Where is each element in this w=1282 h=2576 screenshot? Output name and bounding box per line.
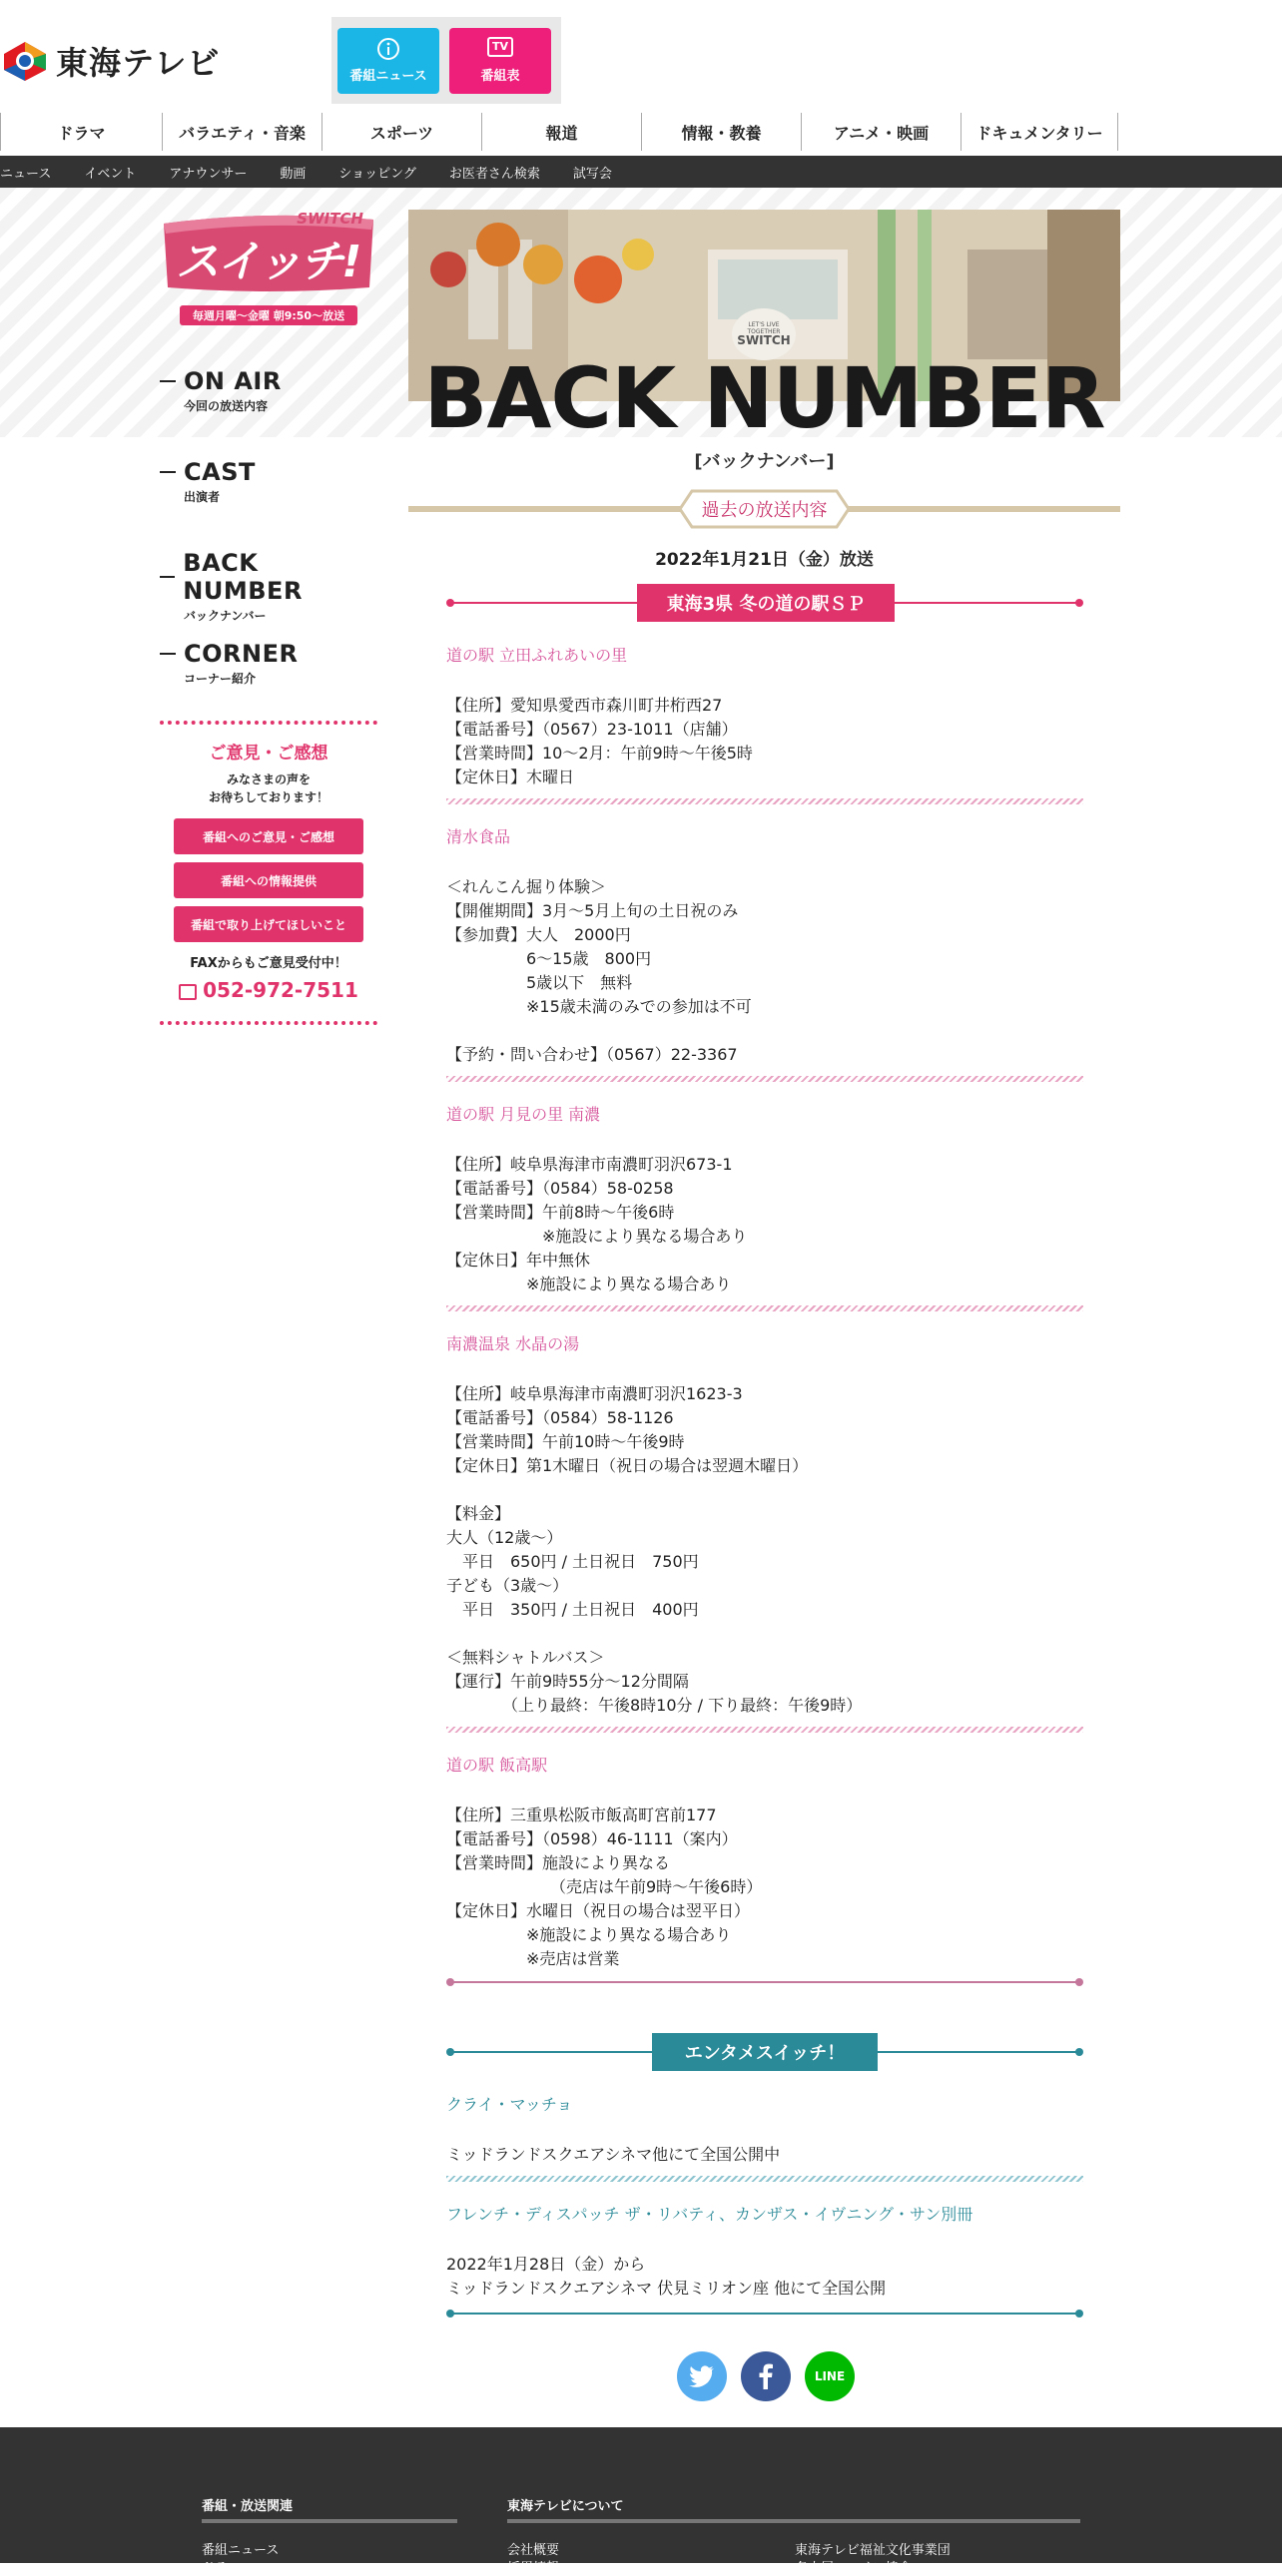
entry-line: ミッドランドスクエアシネマ他にて全国公開中 — [446, 2145, 781, 2164]
entry-line: ※施設により異なる場合あり — [446, 1275, 732, 1293]
hero-sign-top: LET'S LIVE TOGETHER — [747, 321, 781, 335]
sidebar-item-sub: 今回の放送内容 — [184, 399, 269, 413]
sidebar-item-sub: 出演者 — [184, 490, 221, 504]
program-guide-label: 番組表 — [480, 69, 520, 84]
hero-sign: SWITCH — [737, 333, 791, 347]
entry-line: 【住所】岐阜県海津市南濃町羽沢673-1 — [446, 1155, 733, 1174]
entry-line: 【住所】愛知県愛西市森川町井桁西27 — [446, 696, 723, 715]
quick-links — [331, 17, 561, 104]
sidebar-item-title: CORNER — [160, 640, 298, 668]
section-title: エンタメスイッチ！ — [652, 2033, 878, 2071]
feedback-title: ご意見・ご感想 — [209, 744, 328, 764]
sidebar-item-title: CAST — [160, 458, 256, 486]
divider-dot — [446, 599, 454, 607]
entry-line: 【営業時間】施設により異なる — [446, 1853, 671, 1872]
section-header-pink — [446, 583, 1083, 623]
facebook-share-button[interactable] — [741, 2351, 791, 2401]
divider — [446, 798, 1083, 804]
entry-suisho — [446, 1331, 1083, 1718]
sidebar-item-sub: バックナンバー — [184, 609, 267, 623]
entry-line: 【定休日】木曜日 — [446, 768, 575, 786]
entry-line: 【予約・問い合わせ】（0567）22-3367 — [446, 1045, 738, 1064]
entry-shimizu — [446, 824, 1083, 1067]
entry-line: 【定休日】第1木曜日（祝日の場合は翌週木曜日） — [446, 1456, 809, 1475]
footer-link[interactable]: 名古屋スペイン協会 — [795, 2561, 913, 2576]
section-header-teal — [446, 2032, 1083, 2072]
air-date: 2022年1月21日（金）放送 — [655, 550, 874, 570]
divider — [507, 2519, 1080, 2523]
entry-line: 【営業時間】10～2月：午前9時～午後5時 — [446, 744, 753, 763]
entry-tatsuta — [446, 643, 1083, 789]
sidebar-item-sub: コーナー紹介 — [184, 672, 257, 686]
entry-line: 【定休日】年中無休 — [446, 1251, 591, 1270]
sidebar-item-back-number[interactable] — [160, 549, 377, 624]
sidebar-item-title: BACK NUMBER — [160, 549, 377, 605]
divider — [450, 2313, 1079, 2315]
entry-line: （売店は午前9時～午後6時） — [446, 1877, 763, 1896]
sidebar-item-corner[interactable] — [160, 640, 298, 687]
entry-line: 【料金】 — [446, 1504, 511, 1523]
nav-documentary[interactable]: ドキュメンタリー — [961, 113, 1118, 151]
divider-dot — [446, 2048, 454, 2056]
divider — [446, 1305, 1083, 1311]
entertainment-french-dispatch — [446, 2202, 1083, 2301]
entry-line: 5歳以下 無料 — [446, 973, 633, 992]
entry-name[interactable]: クライ・マッチョ — [446, 2095, 573, 2114]
entry-line: 【営業時間】午前8時～午後6時 — [446, 1203, 675, 1222]
nav-drama[interactable]: ドラマ — [0, 113, 162, 151]
subnav-shopping[interactable]: ショッピング — [338, 166, 416, 182]
entry-line: 2022年1月28日（金）から — [446, 2255, 646, 2274]
divider-dot — [446, 2310, 454, 2318]
fax-number-text: 052-972-7511 — [203, 978, 358, 1002]
sidebar-item-cast[interactable] — [160, 458, 256, 505]
entry-line: 【住所】岐阜県海津市南濃町羽沢1623-3 — [446, 1384, 743, 1403]
entry-line: 平日 650円 / 土日祝日 750円 — [446, 1552, 699, 1571]
entry-line: 大人（12歳～） — [446, 1528, 563, 1547]
entry-line: 【住所】三重県松阪市飯高町宮前177 — [446, 1805, 717, 1824]
switch-logo-main: スイッチ! — [176, 237, 360, 287]
switch-program-logo[interactable] — [160, 210, 377, 327]
request-topic-button[interactable]: 番組で取り上げてほしいこと — [174, 906, 363, 942]
tokai-tv-logo[interactable] — [2, 38, 220, 84]
tv-icon: TV — [487, 37, 513, 57]
entry-name[interactable]: フレンチ・ディスパッチ ザ・リバティ、カンザス・イヴニング・サン別冊 — [446, 2205, 973, 2224]
entry-line: 【参加費】大人 2000円 — [446, 925, 631, 944]
entertainment-cry-macho — [446, 2092, 1083, 2167]
subnav-event[interactable]: イベント — [84, 166, 137, 182]
line-share-button[interactable]: LINE — [805, 2351, 855, 2401]
feedback-message — [160, 771, 377, 806]
entry-name[interactable]: 南濃温泉 水晶の湯 — [446, 1334, 580, 1353]
entry-line — [446, 1622, 1083, 1646]
entry-line: 【電話番号】（0598）46-1111（案内） — [446, 1829, 738, 1848]
switch-logo-small: SWITCH — [297, 210, 363, 228]
nav-anime-movie[interactable]: アニメ・映画 — [801, 113, 961, 151]
page-title: BACK NUMBER — [423, 349, 1105, 447]
footer-link[interactable]: 会社概要 — [507, 2543, 560, 2558]
footer-col-title: 東海テレビについて — [507, 2499, 624, 2514]
entry-iitaka — [446, 1753, 1083, 1971]
divider-dot — [1075, 2310, 1083, 2318]
fax-icon — [179, 984, 197, 1000]
divider — [450, 1981, 1079, 1983]
entry-line: ※施設により異なる場合あり — [446, 1227, 748, 1246]
entry-line — [446, 1019, 1083, 1043]
divider — [446, 1727, 1083, 1733]
past-broadcast-text: 過去の放送内容 — [701, 500, 828, 521]
footer-link[interactable]: ドラマ — [202, 2561, 242, 2576]
entry-line — [446, 1478, 1083, 1502]
subnav-news[interactable]: ニュース — [0, 166, 52, 182]
entry-line: 【電話番号】（0584）58-1126 — [446, 1408, 674, 1427]
main-navigation — [0, 113, 1282, 151]
program-news-label: 番組ニュース — [349, 69, 427, 84]
nav-info-culture[interactable]: 情報・教養 — [641, 113, 801, 151]
section-end-teal — [446, 2294, 1083, 2333]
past-broadcast-label — [408, 489, 1120, 529]
divider — [202, 2519, 457, 2523]
divider-dot — [446, 1978, 454, 1986]
entry-line: （上り最終：午後8時10分 / 下り最終：午後9時） — [446, 1696, 863, 1715]
entry-line: 【定休日】水曜日（祝日の場合は翌平日） — [446, 1901, 751, 1920]
subnav-doctor-search[interactable]: お医者さん検索 — [448, 166, 540, 182]
entry-name[interactable]: 道の駅 飯高駅 — [446, 1756, 548, 1775]
facebook-icon — [759, 2363, 773, 2389]
entry-line: 平日 350円 / 土日祝日 400円 — [446, 1600, 699, 1619]
entry-line: ＜れんこん掘り体験＞ — [446, 877, 607, 896]
program-guide-button[interactable] — [449, 28, 551, 94]
site-footer — [0, 2427, 1282, 2576]
program-news-button[interactable] — [337, 28, 439, 94]
fax-number — [160, 978, 377, 1002]
opinion-button[interactable]: 番組へのご意見・ご感想 — [174, 818, 363, 854]
feedback-message-line: みなさまの声を — [226, 773, 311, 786]
sub-navigation — [0, 156, 1282, 188]
twitter-icon — [689, 2365, 715, 2387]
footer-link[interactable]: 番組ニュース — [202, 2543, 280, 2558]
section-end-pink — [446, 1962, 1083, 2002]
entry-name[interactable]: 道の駅 立田ふれあいの里 — [446, 646, 628, 665]
entry-tsukimi — [446, 1102, 1083, 1296]
logo-mark-icon — [2, 40, 48, 82]
entry-line: 6～15歳 800円 — [446, 949, 652, 968]
subnav-preview[interactable]: 試写会 — [572, 166, 612, 182]
feedback-box — [160, 721, 377, 1025]
entry-line: ※15歳未満のみでの参加は不可 — [446, 997, 752, 1016]
fax-text: FAXからもご意見受付中！ — [190, 956, 347, 971]
entry-name[interactable]: 道の駅 月見の里 南濃 — [446, 1105, 601, 1124]
divider-dot — [1075, 599, 1083, 607]
entry-line: 子ども（3歳～） — [446, 1576, 569, 1595]
sidebar-item-on-air[interactable] — [160, 367, 282, 414]
entry-line: ＜無料シャトルバス＞ — [446, 1648, 605, 1667]
footer-link[interactable]: 採用情報 — [507, 2561, 560, 2576]
sidebar-item-title: ON AIR — [160, 367, 282, 395]
nav-news-report[interactable]: 報道 — [481, 113, 641, 151]
entry-line: ※売店は営業 — [446, 1949, 620, 1968]
twitter-share-button[interactable] — [677, 2351, 727, 2401]
nav-variety-music[interactable]: バラエティ・音楽 — [162, 113, 321, 151]
divider-dot — [1075, 1978, 1083, 1986]
entry-name[interactable]: 清水食品 — [446, 827, 511, 846]
footer-link[interactable]: 東海テレビ福祉文化事業団 — [795, 2543, 951, 2558]
switch-schedule: 毎週月曜〜金曜 朝9:50〜放送 — [192, 309, 345, 322]
entry-line: ミッドランドスクエアシネマ 伏見ミリオン座 他にて全国公開 — [446, 2279, 887, 2298]
divider-dot — [1075, 2048, 1083, 2056]
logo-text: 東海テレビ — [56, 44, 221, 82]
entry-line: 【開催期間】3月～5月上旬の土日祝のみ — [446, 901, 739, 920]
divider — [446, 2176, 1083, 2182]
entry-line: 【運行】午前9時55分～12分間隔 — [446, 1672, 689, 1691]
feedback-message-line: お待ちしております！ — [208, 790, 328, 804]
entry-line: 【営業時間】午前10時～午後9時 — [446, 1432, 685, 1451]
entry-line: ※施設により異なる場合あり — [446, 1925, 732, 1944]
entry-line: 【電話番号】（0584）58-0258 — [446, 1179, 674, 1198]
subnav-announcer[interactable]: アナウンサー — [169, 166, 248, 182]
nav-sports[interactable]: スポーツ — [321, 113, 481, 151]
divider — [446, 1076, 1083, 1082]
section-title: 東海3県 冬の道の駅ＳＰ — [637, 584, 895, 622]
site-header — [0, 0, 1282, 110]
info-icon — [376, 37, 400, 61]
entry-line: 【電話番号】（0567）23-1011（店舗） — [446, 720, 738, 739]
footer-col-title: 番組・放送関連 — [202, 2499, 294, 2514]
page-subtitle: [バックナンバー] — [694, 451, 835, 472]
subnav-video[interactable]: 動画 — [280, 166, 307, 182]
info-provide-button[interactable]: 番組への情報提供 — [174, 862, 363, 898]
